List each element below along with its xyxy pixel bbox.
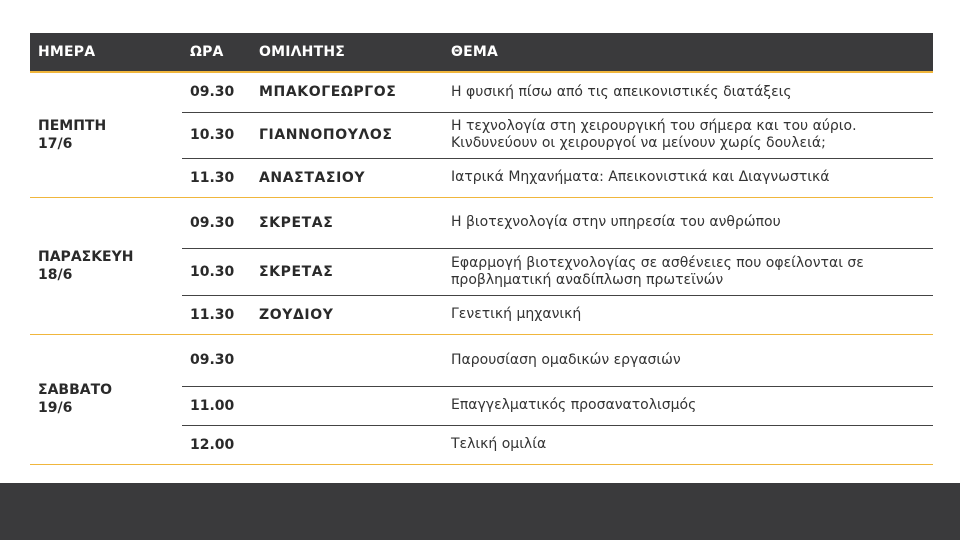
session-topic: Η τεχνολογία στη χειρουργική του σήμερα και του αύριο. Κινδυνεύουν οι χειρουργοί να μείνουν χωρίς δουλειά; [443,112,933,158]
session-speaker: ΖΟΥΔΙΟΥ [251,295,443,334]
session-topic: Παρουσίαση ομαδικών εργασιών [443,334,933,386]
header-topic: ΘΕΜΑ [443,33,933,72]
header-row [30,33,933,72]
day-cell-thursday [30,72,182,197]
table-row [30,334,933,386]
header-day: ΗΜΕΡΑ [30,33,182,72]
session-topic: Ιατρικά Μηχανήματα: Απεικονιστικά και Διαγνωστικά [443,158,933,197]
day-name: ΠΕΜΠΤΗ [38,117,107,134]
session-time: 09.30 [182,334,251,386]
session-time: 11.00 [182,386,251,425]
session-time: 10.30 [182,112,251,158]
table-row [30,197,933,248]
session-topic: Εφαρμογή βιοτεχνολογίας σε ασθένειες που οφείλονται σε προβληματική αναδίπλωση πρωτεϊνών [443,248,933,295]
session-topic: Τελική ομιλία [443,425,933,464]
session-time: 11.30 [182,295,251,334]
day-cell-friday [30,197,182,334]
session-topic: Γενετική μηχανική [443,295,933,334]
session-time: 12.00 [182,425,251,464]
session-speaker: ΜΠΑΚΟΓΕΩΡΓΟΣ [251,72,443,112]
day-name: ΠΑΡΑΣΚΕΥΗ [38,248,134,265]
session-topic: Η βιοτεχνολογία στην υπηρεσία του ανθρώπου [443,197,933,248]
session-topic: Επαγγελματικός προσανατολισμός [443,386,933,425]
session-speaker: ΑΝΑΣΤΑΣΙΟΥ [251,158,443,197]
header-speaker: ΟΜΙΛΗΤΗΣ [251,33,443,72]
session-time: 09.30 [182,72,251,112]
session-speaker [251,386,443,425]
footer-bar [0,483,960,540]
session-speaker [251,425,443,464]
session-topic: Η φυσική πίσω από τις απεικονιστικές διατάξεις [443,72,933,112]
session-time: 11.30 [182,158,251,197]
session-speaker: ΓΙΑΝΝΟΠΟΥΛΟΣ [251,112,443,158]
day-date: 19/6 [38,400,73,416]
header-time: ΩΡΑ [182,33,251,72]
day-name: ΣΑΒΒΑΤΟ [38,382,113,398]
day-cell-saturday [30,334,182,464]
session-speaker: ΣΚΡΕΤΑΣ [251,197,443,248]
schedule-table [30,33,933,465]
session-time: 09.30 [182,197,251,248]
table-row [30,72,933,112]
day-date: 17/6 [38,135,73,152]
session-speaker: ΣΚΡΕΤΑΣ [251,248,443,295]
session-speaker [251,334,443,386]
day-date: 18/6 [38,266,73,283]
session-time: 10.30 [182,248,251,295]
